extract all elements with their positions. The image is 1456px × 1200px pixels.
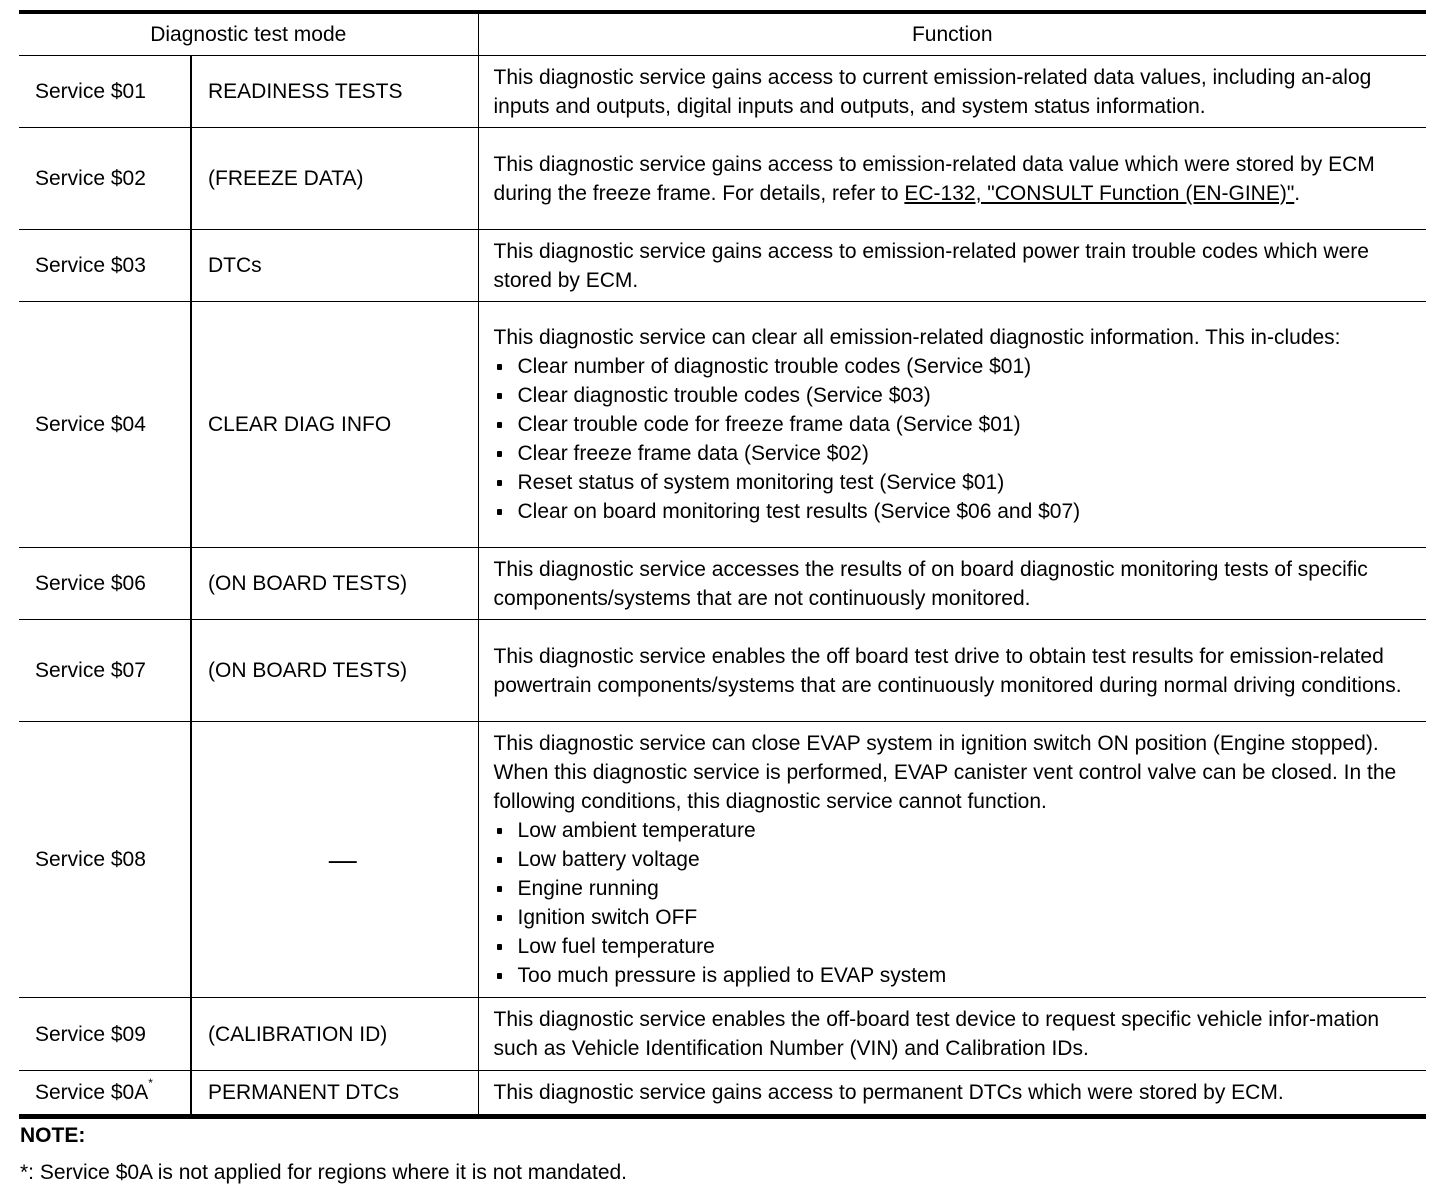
note-text: *: Service $0A is not applied for regions where it is not mandated. bbox=[20, 1161, 628, 1184]
bullet-item: Clear on board monitoring test results (Service $06 and $07) bbox=[494, 497, 1417, 526]
service-name-dash: — bbox=[191, 722, 478, 998]
bullet-item: Clear freeze frame data (Service $02) bbox=[494, 439, 1417, 468]
table-row bbox=[19, 1071, 1426, 1117]
bullet-list bbox=[494, 816, 1417, 990]
service-name: PERMANENT DTCs bbox=[191, 1071, 478, 1117]
bullet-item: Clear trouble code for freeze frame data (Service $01) bbox=[494, 410, 1417, 439]
bullet-item: Reset status of system monitoring test (Service $01) bbox=[494, 468, 1417, 497]
service-name: (FREEZE DATA) bbox=[191, 128, 478, 230]
bullet-item: Low fuel temperature bbox=[494, 932, 1417, 961]
service-name: (ON BOARD TESTS) bbox=[191, 548, 478, 620]
service-code: Service $07 bbox=[19, 620, 191, 722]
service-code: Service $02 bbox=[19, 128, 191, 230]
function-text: This diagnostic service gains access to emission-related data value which were stored by ECM during the freeze frame. For details, refer to bbox=[493, 152, 1375, 205]
function-text-suffix: . bbox=[1294, 181, 1301, 205]
bullet-item: Clear number of diagnostic trouble codes (Service $01) bbox=[494, 352, 1417, 381]
service-code: Service $03 bbox=[19, 230, 191, 302]
service-name: DTCs bbox=[191, 230, 478, 302]
header-diagnostic-test-mode: Diagnostic test mode bbox=[19, 12, 478, 56]
bullet-item: Too much pressure is applied to EVAP system bbox=[494, 961, 1417, 990]
service-name: READINESS TESTS bbox=[191, 56, 478, 128]
service-function bbox=[478, 722, 1426, 998]
service-function: This diagnostic service enables the off-board test device to request specific vehicle infor-mation such as Vehicle Identification Number (VIN) and Calibration IDs. bbox=[478, 998, 1426, 1071]
service-function: This diagnostic service gains access to current emission-related data values, including an-alog inputs and outputs, digital inputs and outputs, and system status information. bbox=[478, 56, 1426, 128]
service-function: This diagnostic service enables the off board test drive to obtain test results for emission-related powertrain components/systems that are continuously monitored during normal driving conditions. bbox=[478, 620, 1426, 722]
footnote-marker: * bbox=[148, 1076, 153, 1090]
service-name: (CALIBRATION ID) bbox=[191, 998, 478, 1071]
service-code: Service $04 bbox=[19, 302, 191, 548]
service-code-text: Service $0A bbox=[35, 1081, 149, 1104]
table-row bbox=[19, 548, 1426, 620]
table-row bbox=[19, 620, 1426, 722]
function-intro: This diagnostic service can close EVAP system in ignition switch ON position (Engine stopped). When this diagnostic service is performed, EVAP canister vent control valve can be closed. In the following conditions, this diagnostic service cannot function. bbox=[493, 732, 1397, 813]
table-row bbox=[19, 998, 1426, 1071]
service-code: Service $01 bbox=[19, 56, 191, 128]
table-row bbox=[19, 128, 1426, 230]
note-title: NOTE: bbox=[20, 1124, 86, 1147]
service-code: Service $08 bbox=[19, 722, 191, 998]
table-row bbox=[19, 302, 1426, 548]
header-function: Function bbox=[478, 12, 1426, 56]
service-function: This diagnostic service accesses the results of on board diagnostic monitoring tests of specific components/systems that are not continuously monitored. bbox=[478, 548, 1426, 620]
bullet-item: Low ambient temperature bbox=[494, 816, 1417, 845]
service-function bbox=[478, 302, 1426, 548]
consult-function-link[interactable]: EC-132, "CONSULT Function (EN-GINE)" bbox=[904, 181, 1295, 205]
service-function bbox=[478, 128, 1426, 230]
bullet-item: Engine running bbox=[494, 874, 1417, 903]
function-intro: This diagnostic service can clear all emission-related diagnostic information. This in-cludes: bbox=[493, 326, 1341, 349]
bullet-list bbox=[494, 352, 1417, 526]
table-row bbox=[19, 722, 1426, 998]
table-row bbox=[19, 56, 1426, 128]
table-row bbox=[19, 230, 1426, 302]
service-code bbox=[19, 1071, 191, 1117]
service-function: This diagnostic service gains access to permanent DTCs which were stored by ECM. bbox=[478, 1071, 1426, 1117]
bullet-item: Low battery voltage bbox=[494, 845, 1417, 874]
bullet-item: Ignition switch OFF bbox=[494, 903, 1417, 932]
service-name: CLEAR DIAG INFO bbox=[191, 302, 478, 548]
service-function: This diagnostic service gains access to emission-related power train trouble codes which were stored by ECM. bbox=[478, 230, 1426, 302]
service-code: Service $06 bbox=[19, 548, 191, 620]
diagnostic-test-mode-table bbox=[19, 10, 1426, 1119]
table-header-row bbox=[19, 12, 1426, 56]
bullet-item: Clear diagnostic trouble codes (Service $03) bbox=[494, 381, 1417, 410]
service-code: Service $09 bbox=[19, 998, 191, 1071]
service-name: (ON BOARD TESTS) bbox=[191, 620, 478, 722]
